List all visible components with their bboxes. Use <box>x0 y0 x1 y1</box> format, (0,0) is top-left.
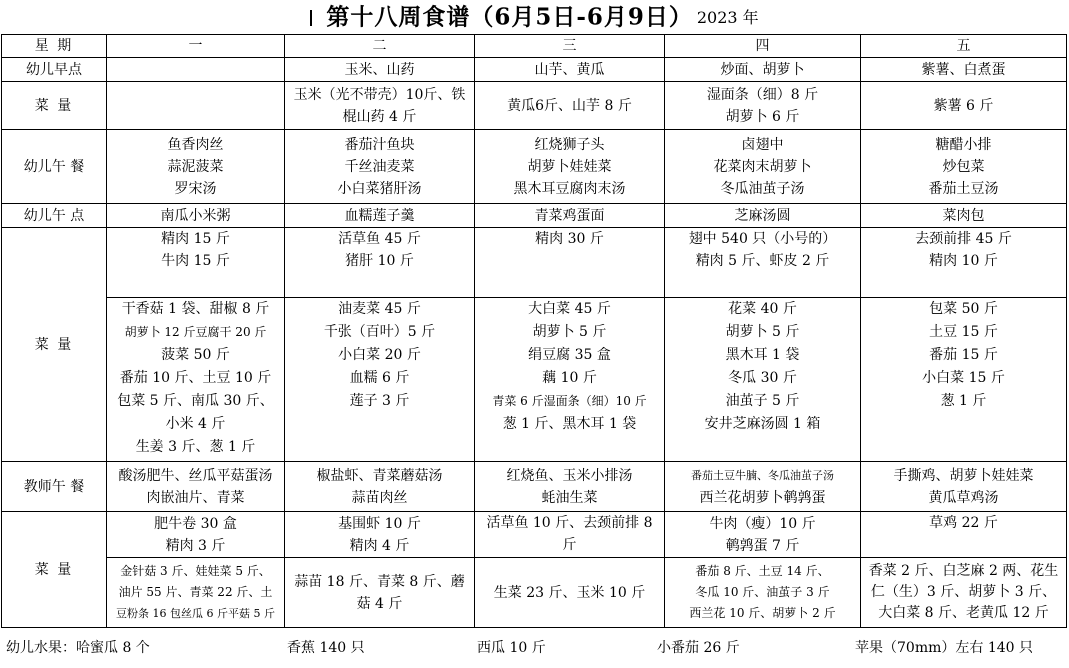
quantity-line: 胡萝卜 5 斤 <box>532 324 607 340</box>
day-tue: 二 <box>285 35 475 58</box>
breakfast-quantity-mon <box>107 82 285 130</box>
dish: 黄瓜草鸡汤 <box>928 489 999 506</box>
quantity-line: 精肉 10 斤 <box>929 253 998 269</box>
dish: 番茄土豆汤 <box>928 180 999 197</box>
snack-mon: 南瓜小米粥 <box>107 204 285 228</box>
dish: 椒盐虾、青菜蘑菇汤 <box>316 467 443 484</box>
kids-quantity-label: 菜 量 <box>2 228 107 462</box>
teacher-lunch-label: 教师午 餐 <box>2 462 107 512</box>
quantity-line: 千张（百叶）5 斤 <box>323 324 436 340</box>
snack-thu: 芝麻汤圆 <box>665 204 861 228</box>
kids-veg-wed <box>475 298 665 462</box>
weekday-label: 星 期 <box>2 35 107 58</box>
breakfast-quantity-fri <box>861 82 1067 130</box>
teacher-lunch-tue <box>285 462 475 512</box>
quantity-line: 生姜 3 斤、葱 1 斤 <box>135 439 256 455</box>
quantity-line: 玉米（光不带壳）10斤、铁棍山药 4 斤 <box>293 86 466 125</box>
teacher-meat-quantity-row <box>2 512 1067 558</box>
kids-veg-tue <box>285 298 475 462</box>
quantity-line: 油茧子 5 斤 <box>725 393 800 409</box>
teacher-meat-wed <box>475 512 665 558</box>
breakfast-fri: 紫薯、白煮蛋 <box>861 58 1067 82</box>
lunch-tue <box>285 130 475 204</box>
teacher-veg-tue <box>285 558 475 628</box>
dish: 红烧鱼、玉米小排汤 <box>506 467 633 484</box>
teacher-lunch-wed <box>475 462 665 512</box>
kids-meat-tue <box>285 228 475 298</box>
quantity-line: 菠菜 50 斤 <box>161 347 230 363</box>
quantity-line: 葱 1 斤 <box>940 393 987 409</box>
quantity-line: 油麦菜 45 斤 <box>338 301 421 317</box>
snack-fri: 菜肉包 <box>861 204 1067 228</box>
quantity-line: 莲子 3 斤 <box>349 393 410 409</box>
fruit-fri: 苹果（70mm）左右 140 只 <box>855 640 1033 656</box>
kids-meat-thu <box>665 228 861 298</box>
teacher-quantity-label: 菜 量 <box>2 512 107 628</box>
snack-label: 幼儿午 点 <box>2 204 107 228</box>
quantity-line: 番茄 10 斤、土豆 10 斤 <box>119 370 272 386</box>
breakfast-label: 幼儿早点 <box>2 58 107 82</box>
quantity-line: 活草鱼 45 斤 <box>338 231 421 247</box>
dish: 炒包菜 <box>942 158 985 175</box>
breakfast-tue: 玉米、山药 <box>285 58 475 82</box>
quantity-line: 紫薯 6 斤 <box>933 97 994 114</box>
quantity-line: 肥牛卷 30 盒 <box>154 515 237 532</box>
quantity-line: 鹌鹑蛋 7 斤 <box>725 537 800 554</box>
lunch-mon <box>107 130 285 204</box>
quantity-line: 香菜 2 斤、白芝麻 2 两、花生 <box>868 563 1059 579</box>
dish: 蒜泥菠菜 <box>167 158 224 175</box>
title-bar-mark <box>310 10 312 26</box>
quantity-line: 牛肉 15 斤 <box>161 253 230 269</box>
breakfast-mon <box>107 58 285 82</box>
lunch-thu <box>665 130 861 204</box>
quantity-line: 猪肝 10 斤 <box>345 253 414 269</box>
quantity-line: 牛肉（瘦）10 斤 <box>709 515 816 532</box>
quantity-line: 冬瓜 10 斤、油茧子 3 斤 <box>695 585 830 599</box>
quantity-line: 草鸡 22 斤 <box>929 515 998 531</box>
quantity-line: 绢豆腐 35 盒 <box>528 347 611 363</box>
breakfast-quantity-row <box>2 82 1067 130</box>
kids-meat-wed <box>475 228 665 298</box>
dish: 罗宋汤 <box>174 180 217 197</box>
kids-veg-fri <box>861 298 1067 462</box>
quantity-line: 番茄 15 斤 <box>929 347 998 363</box>
quantity-line: 基围虾 10 斤 <box>338 515 421 532</box>
quantity-line: 精肉 15 斤 <box>161 231 230 247</box>
page-title <box>0 0 1069 34</box>
quantity-line: 翅中 540 只（小号的） <box>688 231 837 247</box>
title-year: 2023 年 <box>696 7 759 27</box>
kids-veg-thu <box>665 298 861 462</box>
teacher-lunch-fri <box>861 462 1067 512</box>
kids-veg-mon <box>107 298 285 462</box>
dish: 手撕鸡、胡萝卜娃娃菜 <box>893 467 1034 484</box>
breakfast-thu: 炒面、胡萝卜 <box>665 58 861 82</box>
title-main: 第十八周食谱（6月5日-6月9日） <box>326 3 693 31</box>
teacher-meat-thu <box>665 512 861 558</box>
quantity-line: 小白菜 15 斤 <box>922 370 1005 386</box>
quantity-line: 黑木耳 1 袋 <box>725 347 800 363</box>
dish: 黑木耳豆腐肉末汤 <box>513 180 626 197</box>
kids-veg-quantity-row <box>2 298 1067 462</box>
day-wed: 三 <box>475 35 665 58</box>
quantity-line: 仁（生）3 斤、胡萝卜 3 斤、 <box>870 584 1057 600</box>
quantity-line: 黄瓜6斤、山芋 8 斤 <box>507 97 632 114</box>
day-fri: 五 <box>861 35 1067 58</box>
quantity-line: 大白菜 8 斤、老黄瓜 12 斤 <box>878 605 1049 621</box>
quantity-line: 胡萝卜 6 斤 <box>725 108 800 125</box>
quantity-line: 包菜 50 斤 <box>929 301 998 317</box>
fruit-line <box>0 633 1069 663</box>
breakfast-quantity-tue <box>285 82 475 130</box>
header-row <box>2 35 1067 58</box>
dish: 冬瓜油茧子汤 <box>720 180 805 197</box>
breakfast-quantity-thu <box>665 82 861 130</box>
teacher-meat-fri <box>861 512 1067 558</box>
teacher-veg-fri <box>861 558 1067 628</box>
lunch-row <box>2 130 1067 204</box>
dish: 红烧狮子头 <box>534 136 605 153</box>
fruit-thu: 小番茄 26 斤 <box>657 640 740 656</box>
fruit-mon: 幼儿水果：哈蜜瓜 8 个 <box>6 640 150 656</box>
snack-wed: 青菜鸡蛋面 <box>475 204 665 228</box>
teacher-meat-tue <box>285 512 475 558</box>
breakfast-quantity-label: 菜 量 <box>2 82 107 130</box>
dish: 鱼香肉丝 <box>167 136 224 153</box>
breakfast-wed: 山芋、黄瓜 <box>475 58 665 82</box>
quantity-line: 安井芝麻汤圆 1 箱 <box>704 416 821 432</box>
quantity-line: 湿面条（细）8 斤 <box>706 86 819 103</box>
quantity-line: 胡萝卜 12 斤豆腐干 20 斤 <box>124 325 267 339</box>
quantity-line: 大白菜 45 斤 <box>528 301 611 317</box>
teacher-meat-mon <box>107 512 285 558</box>
quantity-line: 藕 10 斤 <box>542 370 597 386</box>
lunch-wed <box>475 130 665 204</box>
snack-row <box>2 204 1067 228</box>
quantity-line: 精肉 3 斤 <box>165 537 226 554</box>
dish: 蒜苗肉丝 <box>351 489 408 506</box>
quantity-line: 冬瓜 30 斤 <box>728 370 797 386</box>
teacher-veg-mon <box>107 558 285 628</box>
quantity-line: 油片 55 片、青菜 22 斤、土 <box>118 585 273 599</box>
dish: 番茄汁鱼块 <box>344 136 415 153</box>
snack-tue: 血糯莲子羹 <box>285 204 475 228</box>
dish: 酸汤肥牛、丝瓜平菇蛋汤 <box>118 467 273 484</box>
dish: 千丝油麦菜 <box>344 158 415 175</box>
teacher-lunch-mon <box>107 462 285 512</box>
fruit-tue: 香蕉 140 只 <box>287 640 365 656</box>
quantity-line: 蒜苗 18 斤、青菜 8 斤、蘑菇 4 斤 <box>294 573 465 612</box>
quantity-line: 葱 1 斤、黑木耳 1 袋 <box>502 416 637 432</box>
kids-meat-mon <box>107 228 285 298</box>
dish: 蚝油生菜 <box>541 489 598 506</box>
dish: 卤翅中 <box>741 136 784 153</box>
quantity-line: 去颈前排 45 斤 <box>915 231 1012 247</box>
quantity-line: 青菜 6 斤湿面条（细）10 斤 <box>492 394 647 408</box>
quantity-line: 包菜 5 斤、南瓜 30 斤、小米 4 斤 <box>117 393 274 432</box>
dish: 肉嵌油片、青菜 <box>146 489 245 506</box>
quantity-line: 精肉 5 斤、虾皮 2 斤 <box>695 253 830 269</box>
quantity-line: 精肉 4 斤 <box>349 537 410 554</box>
quantity-line: 土豆 15 斤 <box>929 324 998 340</box>
quantity-line: 干香菇 1 袋、甜椒 8 斤 <box>121 301 270 317</box>
teacher-lunch-row <box>2 462 1067 512</box>
teacher-veg-thu <box>665 558 861 628</box>
dish: 西兰花胡萝卜鹌鹑蛋 <box>699 489 826 506</box>
quantity-line: 西兰花 10 斤、胡萝卜 2 斤 <box>689 606 836 620</box>
day-thu: 四 <box>665 35 861 58</box>
day-mon: 一 <box>107 35 285 58</box>
quantity-line: 精肉 30 斤 <box>535 231 604 247</box>
dish: 番茄土豆牛腩、冬瓜油茧子汤 <box>691 468 834 482</box>
kids-meat-quantity-row <box>2 228 1067 298</box>
teacher-veg-wed <box>475 558 665 628</box>
quantity-line: 花菜 40 斤 <box>728 301 797 317</box>
dish: 小白菜猪肝汤 <box>337 180 422 197</box>
quantity-line: 小白菜 20 斤 <box>338 347 421 363</box>
dish: 胡萝卜娃娃菜 <box>527 158 612 175</box>
quantity-line: 血糯 6 斤 <box>349 370 410 386</box>
fruit-wed: 西瓜 10 斤 <box>477 640 546 656</box>
dish: 花菜肉末胡萝卜 <box>713 158 812 175</box>
lunch-fri <box>861 130 1067 204</box>
quantity-line: 豆粉条 16 包丝瓜 6 斤平菇 5 斤 <box>116 607 275 620</box>
weekly-menu-table <box>1 34 1067 628</box>
lunch-label: 幼儿午 餐 <box>2 130 107 204</box>
quantity-line: 金针菇 3 斤、娃娃菜 5 斤、 <box>120 564 271 578</box>
kids-meat-fri <box>861 228 1067 298</box>
breakfast-quantity-wed <box>475 82 665 130</box>
teacher-lunch-thu <box>665 462 861 512</box>
quantity-line: 胡萝卜 5 斤 <box>725 324 800 340</box>
dish: 糖醋小排 <box>935 136 992 153</box>
quantity-line: 活草鱼 10 斤、去颈前排 8 斤 <box>486 515 653 553</box>
teacher-veg-quantity-row <box>2 558 1067 628</box>
breakfast-row <box>2 58 1067 82</box>
quantity-line: 番茄 8 斤、土豆 14 斤、 <box>695 564 830 578</box>
quantity-line: 生菜 23 斤、玉米 10 斤 <box>493 584 646 601</box>
